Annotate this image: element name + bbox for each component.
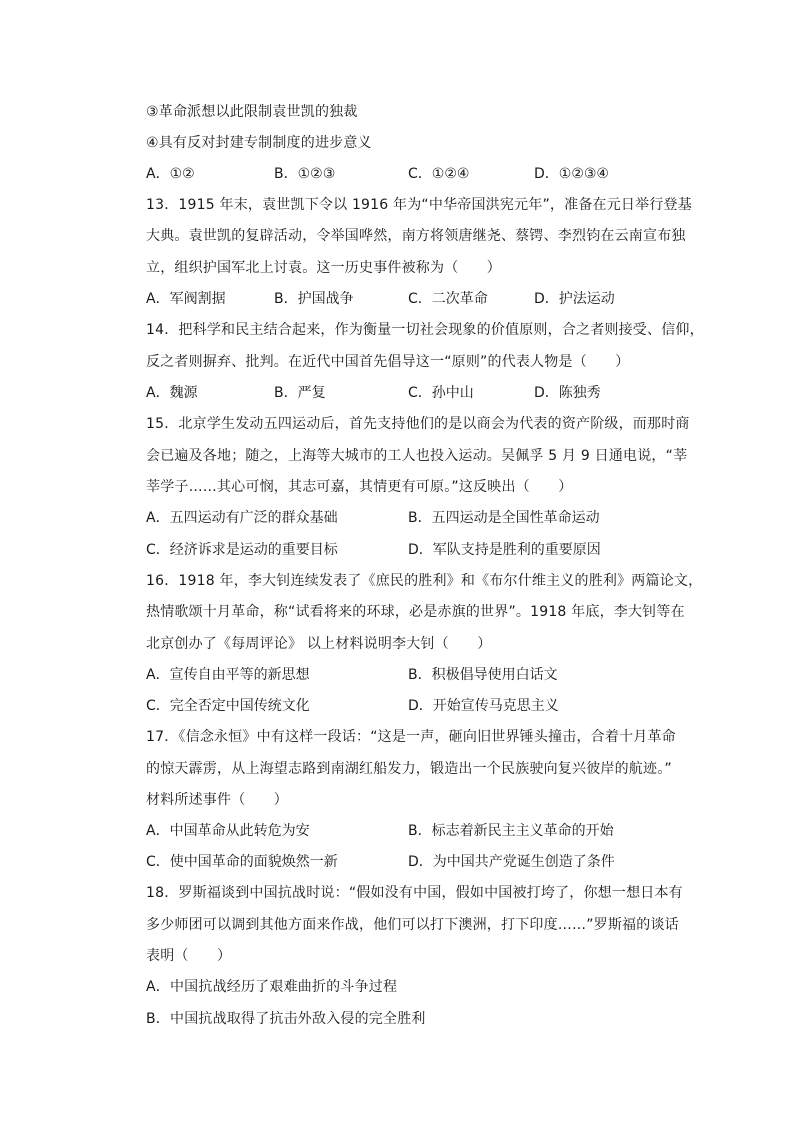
q16-line-1: 16．1918 年，李大钊连续发表了《庶民的胜利》和《布尔什维主义的胜利》两篇论文， (146, 573, 703, 589)
q17-line-3: 材料所述事件（ ） (146, 792, 288, 808)
statement-4: ④具有反对封建专制制度的进步意义 (146, 135, 372, 151)
q13-line-3: 立，组织护国军北上讨袁。这一历史事件被称为（ ） (146, 260, 501, 276)
q14-option-a[interactable]: A．魏源 (146, 385, 198, 401)
q12-option-a[interactable]: A．①② (146, 166, 195, 182)
q13-line-2: 大典。袁世凯的复辟活动，令举国哗然，南方将领唐继尧、蔡锷、李烈钧在云南宣布独 (146, 228, 686, 244)
q16-option-c[interactable]: C．完全否定中国传统文化 (146, 698, 310, 714)
q17-option-d[interactable]: D．为中国共产党诞生创造了条件 (408, 854, 615, 870)
q14-option-d[interactable]: D．陈独秀 (534, 385, 601, 401)
q15-line-3: 莘学子……其心可悯，其志可嘉，其情更有可原。”这反映出（ ） (146, 479, 573, 495)
statement-3: ③革命派想以此限制袁世凯的独裁 (146, 104, 358, 120)
q16-option-d[interactable]: D．开始宣传马克思主义 (408, 698, 559, 714)
q14-option-b[interactable]: B．严复 (274, 385, 326, 401)
q15-option-c[interactable]: C．经济诉求是运动的重要目标 (146, 542, 338, 558)
q14-option-c[interactable]: C．孙中山 (408, 385, 474, 401)
q14-line-2: 反之者则摒弃、批判。在近代中国首先倡导这一“原则”的代表人物是（ ） (146, 354, 630, 370)
q17-line-1: 17．《信念永恒》中有这样一段话：“这是一声，砸向旧世界锤头撞击，合着十月革命 (146, 729, 676, 745)
q13-option-b[interactable]: B．护国战争 (274, 291, 354, 307)
q15-option-d[interactable]: D．军队支持是胜利的重要原因 (408, 542, 601, 558)
q13-option-a[interactable]: A．军阀割据 (146, 291, 226, 307)
q18-option-b[interactable]: B．中国抗战取得了抗击外敌入侵的完全胜利 (146, 1011, 426, 1027)
q15-line-1: 15．北京学生发动五四运动后，首先支持他们的是以商会为代表的资产阶级，而那时商 (146, 416, 690, 432)
q16-line-3: 北京创办了《每周评论》 以上材料说明李大钊（ ） (146, 636, 492, 652)
q18-option-a[interactable]: A．中国抗战经历了艰难曲折的斗争过程 (146, 979, 398, 995)
q18-line-1: 18．罗斯福谈到中国抗战时说：“假如没有中国，假如中国被打垮了，你想一想日本有 (146, 885, 683, 901)
q18-line-2: 多少师团可以调到其他方面来作战，他们可以打下澳洲，打下印度……”罗斯福的谈话 (146, 917, 679, 933)
q17-option-a[interactable]: A．中国革命从此转危为安 (146, 823, 310, 839)
q17-line-2: 的惊天霹雳，从上海望志路到南湖红船发力，锻造出一个民族驶向复兴彼岸的航迹。” (146, 761, 672, 777)
q18-line-3: 表明（ ） (146, 948, 232, 964)
q13-option-c[interactable]: C．二次革命 (408, 291, 488, 307)
q17-option-b[interactable]: B．标志着新民主主义革命的开始 (408, 823, 614, 839)
q12-option-c[interactable]: C．①②④ (408, 166, 470, 182)
q12-option-b[interactable]: B．①②③ (274, 166, 336, 182)
q15-option-a[interactable]: A．五四运动有广泛的群众基础 (146, 510, 338, 526)
q13-option-d[interactable]: D．护法运动 (534, 291, 615, 307)
q16-option-b[interactable]: B．积极倡导使用白话文 (408, 667, 558, 683)
q17-option-c[interactable]: C．使中国革命的面貌焕然一新 (146, 854, 338, 870)
q16-line-2: 热情歌颂十月革命，称“试看将来的环球，必是赤旗的世界”。1918 年底，李大钊等在 (146, 604, 685, 620)
q13-line-1: 13．1915 年末，袁世凯下令以 1916 年为“中华帝国洪宪元年”，准备在元日举行登基 (146, 197, 692, 213)
q15-option-b[interactable]: B．五四运动是全国性革命运动 (408, 510, 600, 526)
q14-line-1: 14．把科学和民主结合起来，作为衡量一切社会现象的价值原则，合之者则接受、信仰， (146, 322, 704, 338)
q16-option-a[interactable]: A．宣传自由平等的新思想 (146, 667, 310, 683)
q15-line-2: 会已遍及各地；随之，上海等大城市的工人也投入运动。吴佩孚 5 月 9 日通电说，“莘 (146, 448, 688, 464)
q12-option-d[interactable]: D．①②③④ (534, 166, 609, 182)
